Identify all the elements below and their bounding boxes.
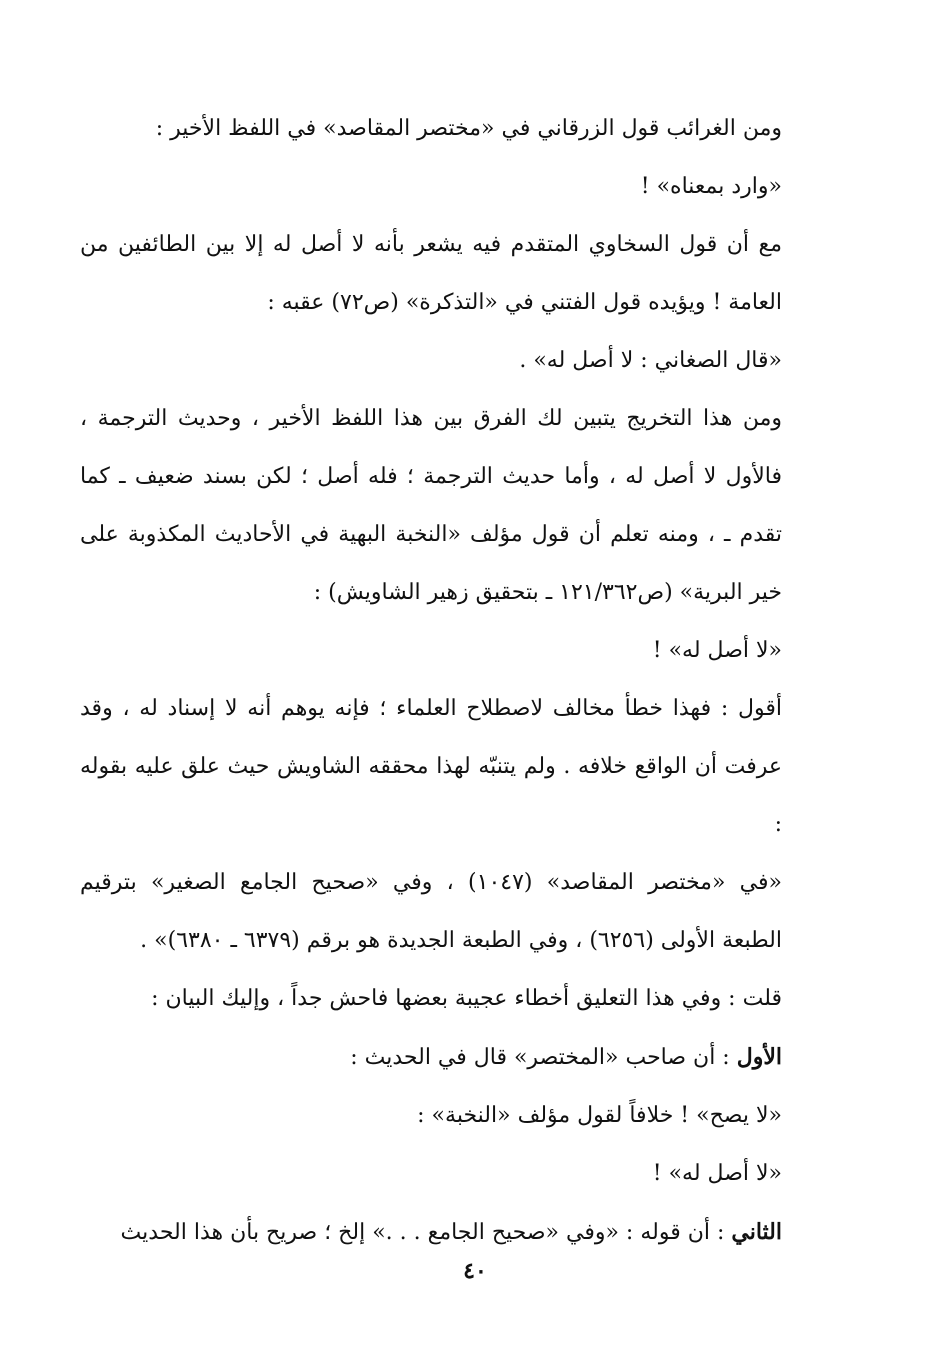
quote-saghani: «قال الصغاني : لا أصل له» .: [519, 348, 782, 373]
paragraph-first-point: [80, 1028, 828, 1087]
page-number: ٤٠: [463, 1258, 487, 1284]
paragraph-second-point: [80, 1203, 828, 1262]
body-text: [80, 100, 828, 1262]
quote-warid: «وارد بمعناه» !: [640, 174, 782, 199]
paragraph-takhrij: ومن هذا التخريج يتبين لك الفرق بين هذا اللفظ الأخير ، وحديث الترجمة ، فالأول لا أصل له ، وأما حديث الترجمة ؛ فله أصل ؛ لكن بسند ضعيف ـ كما تقدم ـ ، ومنه تعلم أن قول مؤلف «النخبة البهية في الأحاديث المكذوبة على خير البرية» (ص١٢١/٣٦٢ ـ بتحقيق زهير الشاويش) :: [80, 406, 782, 605]
quote-la-asl-2: «لا أصل له» !: [652, 1161, 782, 1186]
paragraph-qultu: قلت : وفي هذا التعليق أخطاء عجيبة بعضها فاحش جداً ، وإليك البيان :: [151, 986, 782, 1011]
paragraph-zarqani: ومن الغرائب قول الزرقاني في «مختصر المقاصد» في اللفظ الأخير :: [155, 116, 782, 141]
quote-la-yasih: «لا يصح» ! خلافاً لقول مؤلف «النخبة» :: [417, 1103, 782, 1128]
quote-la-asl-1: «لا أصل له» !: [652, 638, 782, 663]
second-point-text: : أن قوله : «وفي «صحيح الجامع . . .» إلخ ؛ صريح بأن هذا الحديث: [120, 1220, 732, 1245]
paragraph-sakhawi: مع أن قول السخاوي المتقدم فيه يشعر بأنه لا أصل له إلا بين الطائفين من العامة ! ويؤيده قول الفتني في «التذكرة» (ص٧٢) عقبه :: [80, 232, 782, 315]
first-point-text: : أن صاحب «المختصر» قال في الحديث :: [350, 1045, 737, 1070]
quote-footnote: «في «مختصر المقاصد» (١٠٤٧) ، وفي «صحيح الجامع الصغير» بترقيم الطبعة الأولى (٦٢٥٦) ، وفي الطبعة الجديدة هو برقم (٦٣٧٩ ـ ٦٣٨٠)» .: [80, 870, 782, 953]
second-point-label: الثاني: [731, 1219, 782, 1245]
paragraph-aqul: أقول : فهذا خطأ مخالف لاصطلاح العلماء ؛ فإنه يوهم أنه لا إسناد له ، وقد عرفت أن الواقع خلافه . ولم يتنبّه لهذا محققه الشاويش حيث علق عليه بقوله :: [80, 696, 782, 837]
first-point-label: الأول: [736, 1044, 782, 1070]
